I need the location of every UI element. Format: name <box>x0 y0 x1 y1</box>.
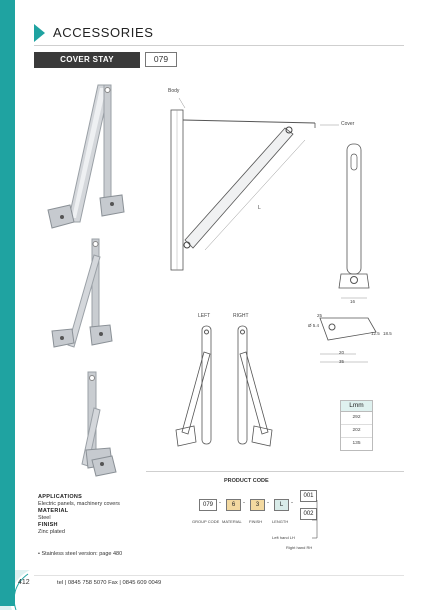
dim-25: 25 <box>317 313 323 318</box>
dim-12-5: 12.5 <box>371 331 380 336</box>
option-left-code: 001 <box>300 490 317 502</box>
product-info <box>38 494 148 536</box>
header-divider <box>34 45 404 46</box>
dim-20: 20 <box>339 350 345 355</box>
applications-heading: APPLICATIONS <box>38 494 83 500</box>
footer-swoosh <box>0 570 60 610</box>
code-separator: - <box>243 500 245 506</box>
section-divider <box>34 67 140 68</box>
group-code-box: 079 <box>199 499 217 511</box>
code-separator: - <box>267 500 269 506</box>
accent-side-bar <box>0 0 15 606</box>
finish-text: Zinc plated <box>38 529 65 535</box>
left-hand-caption: Left hand LH <box>272 535 295 540</box>
length-table-row: 202 <box>341 425 372 438</box>
footer-divider <box>34 575 404 576</box>
product-photo-stay-medium <box>44 235 124 360</box>
code-separator: - <box>219 500 221 506</box>
right-hand-caption: Right hand RH <box>286 545 313 550</box>
length-table-row: 292 <box>341 412 372 425</box>
label-left: LEFT <box>198 313 211 319</box>
group-code-caption: GROUP CODE <box>192 519 220 524</box>
dim-18-5: 18.5 <box>383 331 392 336</box>
right-hand-drawing <box>228 322 278 452</box>
finish-caption: FINISH <box>249 519 263 524</box>
contact-info: tel | 0845 758 5070 Fax | 0845 609 0049 <box>57 580 162 586</box>
dim-16: 16 <box>350 299 356 304</box>
left-hand-drawing <box>172 322 222 452</box>
length-table <box>340 400 373 451</box>
finish-heading: FINISH <box>38 522 58 528</box>
page-title: ACCESSORIES <box>53 25 154 40</box>
applications-text: Electric panels, machinery covers <box>38 501 120 507</box>
material-heading: MATERIAL <box>38 508 69 514</box>
material-caption: MATERIAL <box>222 519 242 524</box>
length-table-header: Lmm <box>341 401 372 412</box>
product-code-divider <box>146 471 404 472</box>
installation-drawing <box>165 90 345 280</box>
header-arrow-icon <box>34 24 45 42</box>
finish-box: 3 <box>250 499 265 511</box>
product-code-title: PRODUCT CODE <box>224 478 269 484</box>
option-right-code: 002 <box>300 508 317 520</box>
length-table-row: 135 <box>352 441 361 446</box>
page-number: 412 <box>18 579 30 586</box>
code-separator: - <box>291 500 293 506</box>
option-connector-lines <box>300 500 320 548</box>
dim-35: 35 <box>339 359 345 364</box>
length-box: L <box>274 499 289 511</box>
bracket-detail-drawing <box>312 310 382 370</box>
label-length: L <box>258 205 261 211</box>
section-code: 079 <box>145 52 177 67</box>
length-caption: LENGTH <box>272 519 289 524</box>
section-tab: COVER STAY <box>34 52 140 67</box>
label-right: RIGHT <box>233 313 249 319</box>
material-box: 6 <box>226 499 241 511</box>
label-body: Body <box>168 88 180 94</box>
product-photo-stay-long <box>40 80 130 230</box>
product-photo-stay-short <box>72 368 132 478</box>
label-cover: Cover <box>341 121 355 127</box>
material-text: Steel <box>38 515 51 521</box>
dim-5-4: Ø 5.4 <box>308 323 320 328</box>
stainless-note: • Stainless steel version: page 480 <box>38 551 123 557</box>
stay-side-view-drawing <box>335 140 375 310</box>
